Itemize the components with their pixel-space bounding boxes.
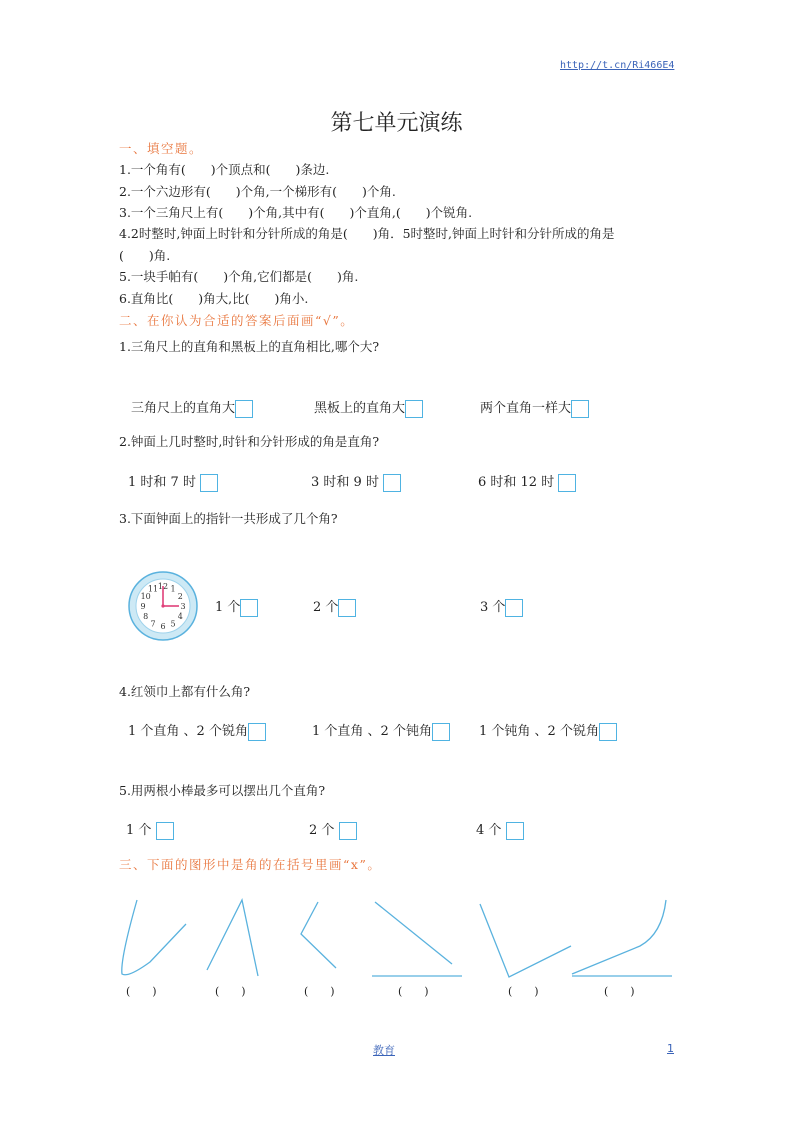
q4-option-2-checkbox[interactable] [432,723,450,741]
figure-6-curved-shape [572,900,666,974]
q4-option-1-label: 1 个直角 、2 个锐角 [128,724,248,739]
q4-option-3 [479,720,617,741]
q5-option-3-label: 4 个 [476,823,502,838]
q2-option-3-label: 6 时和 12 时 [478,475,555,490]
q1-option-2 [314,397,423,418]
clock-number: 1 [170,584,176,594]
bracket-2[interactable]: ( ) [215,985,246,998]
q2-option-2 [311,471,401,492]
fill-line-2: 2.一个六边形有( )个角,一个梯形有( )个角. [119,184,396,199]
q3-option-2-label: 2 个 [313,600,339,615]
section3-heading: 三、下面的图形中是角的在括号里画“x”。 [119,857,382,872]
q1-option-3 [480,397,589,418]
page-number: 1 [667,1042,674,1055]
clock-number: 11 [147,584,159,594]
q2-option-3-checkbox[interactable] [558,474,576,492]
fill-line-6: 6.直角比( )角大,比( )角小. [119,291,309,306]
clock-number: 10 [140,592,151,601]
bracket-4[interactable]: ( ) [398,985,429,998]
fill-line-1: 1.一个角有( )个顶点和( )条边. [119,162,330,177]
clock-number: 8 [143,612,149,621]
q2-option-1 [128,471,218,492]
q3-option-3-label: 3 个 [480,600,506,615]
q1-question: 1.三角尺上的直角和黑板上的直角相比,哪个大? [119,339,380,354]
q1-option-2-label: 黑板上的直角大 [314,401,406,416]
footer-link[interactable]: 教育 [373,1044,395,1057]
q4-option-1 [128,720,266,741]
q2-question: 2.钟面上几时整时,时针和分针形成的角是直角? [119,434,380,449]
section1-heading: 一、填空题。 [119,141,204,156]
q4-question: 4.红领巾上都有什么角? [119,684,251,699]
q3-option-1 [215,596,258,617]
q1-option-3-label: 两个直角一样大 [480,401,572,416]
clock-number: 6 [160,622,166,631]
fill-line-4-cont: ( )角. [119,248,171,263]
q5-option-1 [126,819,174,840]
q5-option-2-checkbox[interactable] [339,822,357,840]
q3-option-2 [313,596,356,617]
clock-number: 5 [170,619,176,629]
figure-5-angle [480,904,571,977]
q3-option-1-checkbox[interactable] [240,599,258,617]
fill-line-5: 5.一块手帕有( )个角,它们都是( )角. [119,269,359,284]
q2-option-1-checkbox[interactable] [200,474,218,492]
clock-number: 7 [150,619,156,629]
fill-line-4: 4.2时整时,钟面上时针和分针所成的角是( )角．5时整时,钟面上时针和分针所成的角是 [119,226,615,241]
q3-option-3 [480,596,523,617]
clock-number: 3 [180,602,186,611]
bracket-3[interactable]: ( ) [304,985,335,998]
clock-number: 9 [140,602,146,611]
q5-option-2-label: 2 个 [309,823,335,838]
q2-option-2-label: 3 时和 9 时 [311,475,379,490]
clock-number: 2 [177,592,183,601]
q1-option-1-checkbox[interactable] [235,400,253,418]
q5-option-3-checkbox[interactable] [506,822,524,840]
q1-option-2-checkbox[interactable] [405,400,423,418]
q4-option-1-checkbox[interactable] [248,723,266,741]
q3-option-3-checkbox[interactable] [505,599,523,617]
section2-heading: 二、在你认为合适的答案后面画“√”。 [119,313,355,328]
q4-option-3-label: 1 个钝角 、2 个锐角 [479,724,599,739]
header-url-link[interactable]: http://t.cn/Ri466E4 [560,60,675,71]
page-title: 第七单元演练 [330,111,463,136]
q2-option-3 [478,471,576,492]
q2-option-2-checkbox[interactable] [383,474,401,492]
q1-option-3-checkbox[interactable] [571,400,589,418]
q5-option-1-label: 1 个 [126,823,152,838]
bracket-6[interactable]: ( ) [604,985,635,998]
figure-4-slanted-line [375,902,452,964]
figure-3-bent-line [301,902,336,968]
clock-number: 4 [177,612,183,621]
bracket-5[interactable]: ( ) [508,985,539,998]
angle-figures [110,890,680,990]
q5-option-1-checkbox[interactable] [156,822,174,840]
q1-option-1 [131,397,253,418]
q4-option-2 [312,720,450,741]
figure-1-curved-shape [122,900,186,975]
q3-option-2-checkbox[interactable] [338,599,356,617]
q5-option-2 [309,819,357,840]
figure-2-angle [207,900,258,976]
q4-option-3-checkbox[interactable] [599,723,617,741]
clock-number: 12 [157,582,169,591]
q3-option-1-label: 1 个 [215,600,241,615]
q3-question: 3.下面钟面上的指针一共形成了几个角? [119,511,338,526]
fill-line-3: 3.一个三角尺上有( )个角,其中有( )个直角,( )个锐角. [119,205,473,220]
bracket-1[interactable]: ( ) [126,985,157,998]
q5-option-3 [476,819,524,840]
q1-option-1-label: 三角尺上的直角大 [131,401,236,416]
clock-figure [127,571,199,641]
clock-center [161,604,164,607]
q5-question: 5.用两根小棒最多可以摆出几个直角? [119,783,326,798]
q2-option-1-label: 1 时和 7 时 [128,475,196,490]
q4-option-2-label: 1 个直角 、2 个钝角 [312,724,432,739]
